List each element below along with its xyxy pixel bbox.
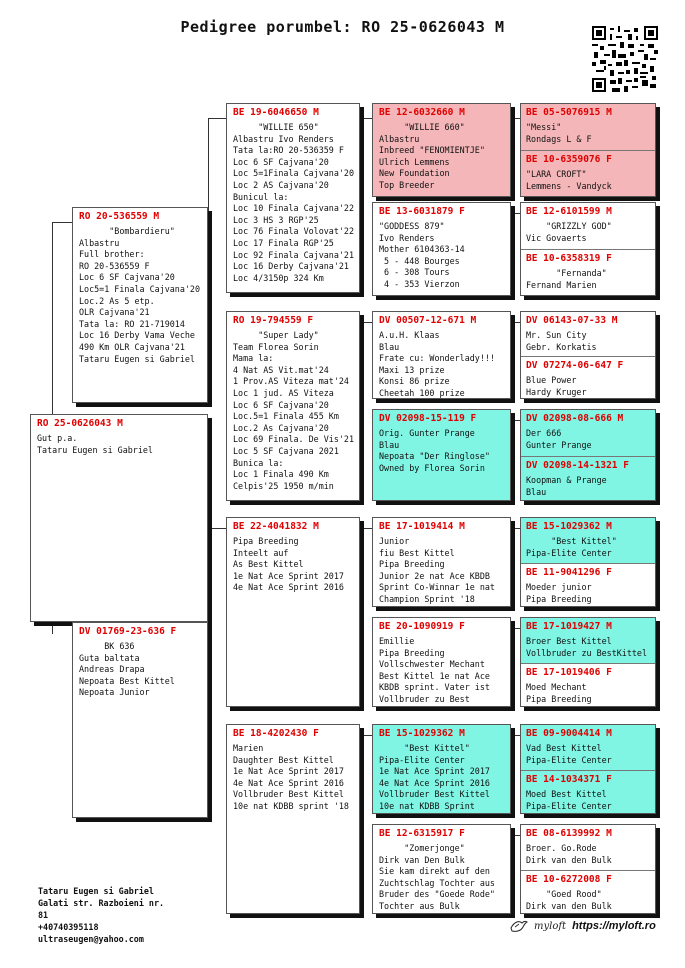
connector-gen4-d xyxy=(511,420,520,421)
ring-number: BE 22-4041832 M xyxy=(233,521,319,532)
owner-address-number: 81 xyxy=(38,910,49,920)
qr-code-icon xyxy=(592,26,658,92)
pigeon-card-g4[interactable] xyxy=(521,249,655,296)
connector-subject-dam xyxy=(52,622,72,634)
connector-gen4-e xyxy=(511,528,520,529)
pigeon-details: "WILLIE 650" Albastru Ivo Renders Tata la:RO 20-536359 F Loc 6 SF Cajvana'20 Loc 5=1Finala Cajvana'20 Loc 2 AS Cajvana'20 Bunicul la: Loc 10 Finala Cajvana'22 Loc 3 HS 3 RGP'25 Loc 76 Finala Volovat'22 Loc 17 Finala RGP'25 Loc 92 Finala Cajvana'21 Loc 16 Derby Cajvana'21 Loc 4/3150p 324 Km xyxy=(233,122,355,283)
ring-number: BE 10-6358319 F xyxy=(526,253,612,264)
connector-sd-parents xyxy=(360,322,372,420)
pigeon-card-g15[interactable] xyxy=(521,825,655,870)
connector-gen4-h xyxy=(511,835,520,836)
pigeon-card-sdd[interactable] xyxy=(372,409,511,501)
owner-phone: +40740395118 xyxy=(38,922,99,932)
pigeon-details: Marien Daughter Best Kittel 1e Nat Ace Sprint 2017 4e Nat Ace Sprint 2016 Vollbruder Best Kittel 10e nat KDBB sprint '18 xyxy=(233,743,349,811)
connector-gen4-b xyxy=(511,213,520,214)
ring-number: BE 14-1034371 F xyxy=(526,774,612,785)
owner-info xyxy=(38,885,164,945)
ring-number: BE 08-6139992 M xyxy=(526,828,612,839)
pigeon-pair-5 xyxy=(520,517,656,607)
pigeon-card-g9[interactable] xyxy=(521,518,655,563)
pigeon-card-sss[interactable] xyxy=(372,103,511,197)
ring-number: RO 19-794559 F xyxy=(233,315,314,326)
ring-number: BE 13-6031879 F xyxy=(379,206,465,217)
pigeon-details: Pipa Breeding Inteelt auf As Best Kittel 1e Nat Ace Sprint 2017 4e Nat Ace Sprint 2016 xyxy=(233,536,344,593)
pigeon-details: "GODDESS 879" Ivo Renders Mother 6104363-14 5 - 448 Bourges 6 - 308 Tours 4 - 353 Vierzon xyxy=(379,221,465,289)
connector-gen4-f xyxy=(511,628,520,629)
pigeon-card-sire-sire[interactable] xyxy=(226,103,360,293)
page-title: Pedigree porumbel: RO 25-0626043 M xyxy=(180,18,505,36)
pigeon-details: "Zomerjonge" Dirk van Den Bulk Sie kam direkt auf den Zuchtschlag Tochter aus Bruder des "Goede Rode" Tochter aus Bulk xyxy=(379,843,495,911)
ring-number: DV 01769-23-636 F xyxy=(79,626,177,637)
connector-dam-parents xyxy=(208,528,226,743)
ring-number: BE 10-6359076 F xyxy=(526,154,612,165)
pigeon-details: "Messi" Rondags L & F xyxy=(526,122,592,144)
pigeon-details: "GRIZZLY GOD" Vic Govaerts xyxy=(526,221,612,243)
ring-number: DV 02098-15-119 F xyxy=(379,413,477,424)
ring-number: BE 17-1019427 M xyxy=(526,621,612,632)
pigeon-details: Mr. Sun City Gebr. Korkatis xyxy=(526,330,597,352)
pigeon-pair-2 xyxy=(520,202,656,296)
ring-number: DV 06143-07-33 M xyxy=(526,315,618,326)
pigeon-card-dam-dam[interactable] xyxy=(226,724,360,914)
pigeon-details: Orig. Gunter Prange Blau Nepoata "Der Ringlose" Owned by Florea Sorin xyxy=(379,428,490,473)
pigeon-details: Gut p.a. Tataru Eugen si Gabriel xyxy=(37,433,153,455)
pigeon-details: "LARA CROFT" Lemmens - Vandyck xyxy=(526,169,612,191)
ring-number: BE 17-1019414 M xyxy=(379,521,465,532)
pigeon-details: "Best Kittel" Pipa-Elite Center 1e Nat Ace Sprint 2017 4e Nat Ace Sprint 2016 Vollbruder Best Kittel 10e nat KDBB Sprint xyxy=(379,743,490,811)
pigeon-card-g3[interactable] xyxy=(521,203,655,249)
pigeon-card-g11[interactable] xyxy=(521,618,655,663)
pigeon-card-dam[interactable] xyxy=(72,622,208,818)
ring-number: BE 12-6032660 M xyxy=(379,107,465,118)
connector-ds-parents xyxy=(360,528,372,628)
pigeon-details: Vad Best Kittel Pipa-Elite Center xyxy=(526,743,612,765)
pigeon-card-sds[interactable] xyxy=(372,311,511,399)
pigeon-details: Blue Power Hardy Kruger xyxy=(526,375,587,397)
pigeon-details: Moeder junior Pipa Breeding xyxy=(526,582,592,604)
ring-number: BE 05-5076915 M xyxy=(526,107,612,118)
pigeon-card-g8[interactable] xyxy=(521,456,655,501)
pigeon-card-sire-dam[interactable] xyxy=(226,311,360,501)
pigeon-card-g7[interactable] xyxy=(521,410,655,456)
pigeon-pair-6 xyxy=(520,617,656,707)
pigeon-details: Moed Best Kittel Pipa-Elite Center xyxy=(526,789,612,811)
pigeon-card-dsd[interactable] xyxy=(372,617,511,707)
ring-number: BE 18-4202430 F xyxy=(233,728,319,739)
pigeon-card-g13[interactable] xyxy=(521,725,655,770)
owner-email[interactable]: ultraseugen@yahoo.com xyxy=(38,934,144,944)
pigeon-card-g14[interactable] xyxy=(521,770,655,814)
pigeon-logo-icon xyxy=(510,918,528,934)
pigeon-details: Moed Mechant Pipa Breeding xyxy=(526,682,592,704)
ring-number: BE 17-1019406 F xyxy=(526,667,612,678)
pigeon-details: Der 666 Gunter Prange xyxy=(526,428,592,450)
connector-sire-parents xyxy=(208,118,226,318)
connector-gen4-a xyxy=(511,118,520,119)
branding xyxy=(510,918,656,934)
ring-number: DV 02098-14-1321 F xyxy=(526,460,629,471)
pigeon-details: Broer Best Kittel Vollbruder zu BestKittel xyxy=(526,636,648,658)
ring-number: RO 25-0626043 M xyxy=(37,418,123,429)
pigeon-details: "Bombardieru" Albastru Full brother: RO 20-536559 F Loc 6 SF Cajvana'20 Loc5=1 Finala Cajvana'20 Loc.2 As 5 etp. OLR Cajvana'21 Tata la: RO 21-719014 Loc 16 Derby Vama Veche 490 Km OLR Cajvana'21 Tataru Eugen si Gabriel xyxy=(79,226,201,364)
pigeon-card-ssd[interactable] xyxy=(372,202,511,296)
pigeon-details: "Best Kittel" Pipa-Elite Center xyxy=(526,536,617,558)
ring-number: BE 20-1090919 F xyxy=(379,621,465,632)
ring-number: BE 15-1029362 M xyxy=(526,521,612,532)
ring-number: DV 07274-06-647 F xyxy=(526,360,624,371)
pigeon-card-ddd[interactable] xyxy=(372,824,511,914)
connector-ss-parents xyxy=(360,118,372,213)
pigeon-card-g10[interactable] xyxy=(521,563,655,607)
pigeon-details: "Goed Rood" Dirk van den Bulk xyxy=(526,889,612,911)
ring-number: BE 09-9004414 M xyxy=(526,728,612,739)
pigeon-details: "Super Lady" Team Florea Sorin Mama la: 4 Nat AS Vit.mat'24 1 Prov.AS Viteza mat'24 Loc 1 jud. AS Viteza Loc 6 SF Cajvana'20 Loc.5=1 Finala 455 Km Loc.2 As Cajvana'20 Loc 69 Finala. De Vis'21 Loc 5 SF Cajvana 2021 Bunica la: Loc 1 Finala 490 Km Celpis'25 1950 m/min xyxy=(233,330,355,491)
connector-dd-parents xyxy=(360,735,372,835)
ring-number: RO 20-536559 M xyxy=(79,211,160,222)
ring-number: BE 15-1029362 M xyxy=(379,728,465,739)
pigeon-details: "WILLIE 660" Albastru Inbreed "FENOMIENTJE" Ulrich Lemmens New Foundation Top Breeder xyxy=(379,122,485,190)
pigeon-pair-1 xyxy=(520,103,656,197)
ring-number: DV 02098-08-666 M xyxy=(526,413,624,424)
pigeon-details: BK 636 Guta baltata Andreas Drapa Nepoata Best Kittel Nepoata Junior xyxy=(79,641,175,698)
pigeon-card-g5[interactable] xyxy=(521,312,655,356)
pigeon-card-g6[interactable] xyxy=(521,356,655,399)
pigeon-card-sire[interactable] xyxy=(72,207,208,403)
pigeon-details: Emillie Pipa Breeding Vollschwester Mechant Best Kittel 1e nat Ace KBDB sprint. Vater ist Vollbruder zu Best xyxy=(379,636,490,704)
connector-gen4-c xyxy=(511,322,520,323)
pigeon-card-dds[interactable] xyxy=(372,724,511,814)
owner-address: Galati str. Razboieni nr. xyxy=(38,898,165,908)
pigeon-card-subject[interactable] xyxy=(30,414,208,622)
ring-number: BE 11-9041296 F xyxy=(526,567,612,578)
brand-logo-text: myloft xyxy=(534,920,567,932)
pigeon-pair-8 xyxy=(520,824,656,914)
ring-number: BE 19-6046650 M xyxy=(233,107,319,118)
pigeon-pair-4 xyxy=(520,409,656,501)
pigeon-card-g12[interactable] xyxy=(521,663,655,707)
pigeon-details: Broer. Go.Rode Dirk van den Bulk xyxy=(526,843,612,865)
pigeon-details: Koopman & Prange Blau xyxy=(526,475,607,497)
pigeon-pair-7 xyxy=(520,724,656,814)
ring-number: DV 00507-12-671 M xyxy=(379,315,477,326)
pigeon-details: Junior fiu Best Kittel Pipa Breeding Junior 2e nat Ace KBDB Sprint Co-Winnar 1e nat Champion Sprint '18 xyxy=(379,536,495,604)
ring-number: BE 10-6272008 F xyxy=(526,874,612,885)
owner-name: Tataru Eugen si Gabriel xyxy=(38,886,154,896)
pigeon-card-dam-sire[interactable] xyxy=(226,517,360,707)
ring-number: BE 12-6101599 M xyxy=(526,206,612,217)
pigeon-pair-3 xyxy=(520,311,656,399)
pigeon-details: A.u.H. Klaas Blau Frate cu: Wonderlady!!! Maxi 13 prize Konsi 86 prize Cheetah 100 prize xyxy=(379,330,495,398)
pigeon-card-dss[interactable] xyxy=(372,517,511,607)
pigeon-card-g16[interactable] xyxy=(521,870,655,914)
brand-url-link[interactable]: https://myloft.ro xyxy=(572,920,656,932)
ring-number: BE 12-6315917 F xyxy=(379,828,465,839)
pigeon-card-g1[interactable] xyxy=(521,104,655,150)
connector-subject-sire xyxy=(52,222,72,414)
connector-gen4-g xyxy=(511,735,520,736)
pigeon-details: "Fernanda" Fernand Marien xyxy=(526,268,607,290)
pigeon-card-g2[interactable] xyxy=(521,150,655,197)
